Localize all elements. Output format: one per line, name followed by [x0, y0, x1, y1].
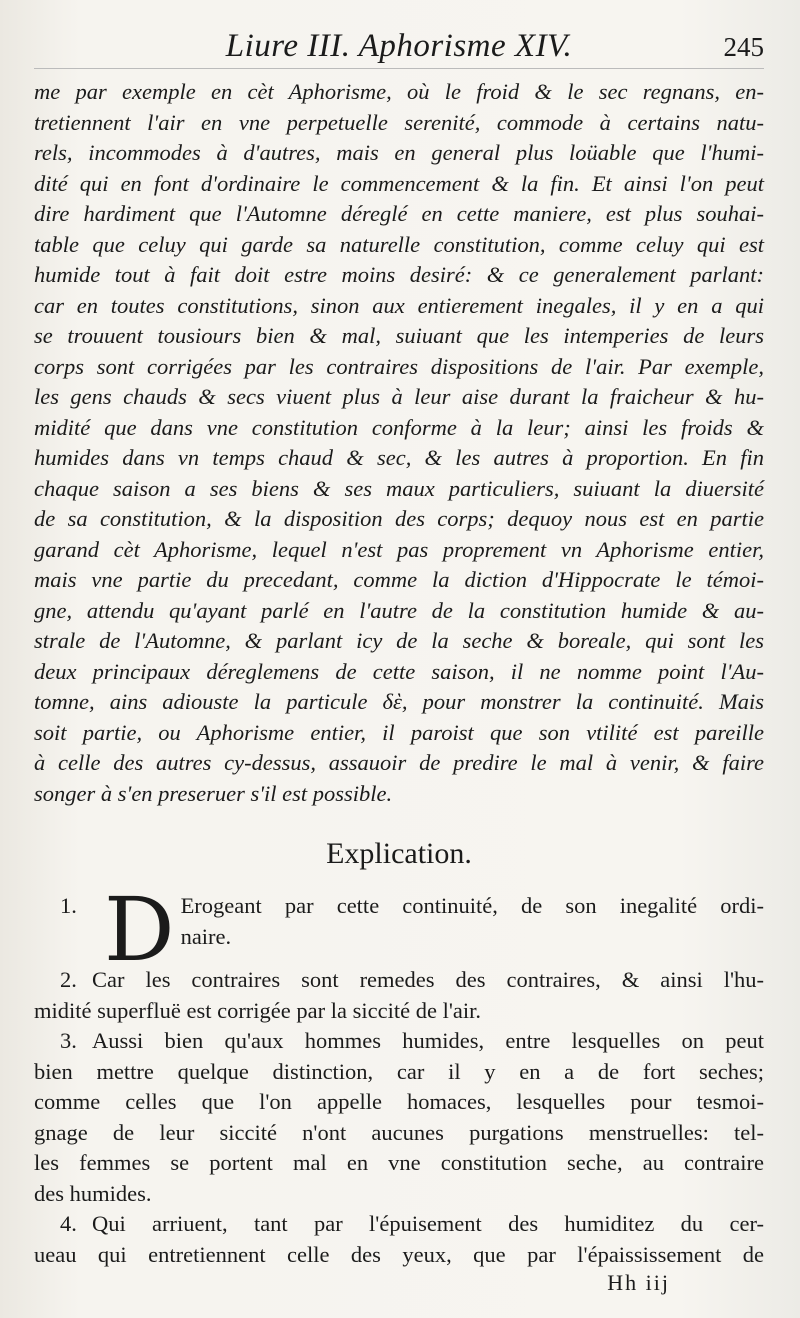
commentary-line: car en toutes constitutions, sinon aux entierement inegales, il y en a qui: [34, 292, 764, 318]
item-text: comme celles que l'on appelle homaces, lesquelles pour tesmoi-: [34, 1089, 764, 1114]
drop-cap: D: [104, 878, 175, 981]
item-line: [34, 1179, 764, 1210]
running-head: Liure III. Aphorisme XIV.: [225, 28, 573, 64]
commentary-line: garand cèt Aphorisme, lequel n'est pas proprement vn Aphorisme entier,: [34, 536, 764, 562]
commentary-line: me par exemple en cèt Aphorisme, où le froid & le sec regnans, en-: [34, 79, 764, 104]
item-line: [34, 1148, 764, 1179]
item-line: [34, 1209, 764, 1240]
commentary-line: se trouuent tousiours bien & mal, suiuant que les intemperies de leurs: [34, 323, 764, 348]
signature-mark: Hh iij: [607, 1270, 670, 1295]
explication-items: [34, 965, 764, 1270]
item-text: gnage de leur siccité n'ont aucunes purgations menstruelles: tel-: [34, 1119, 764, 1145]
item-text: des humides.: [34, 1180, 152, 1206]
commentary-line: de sa constitution, & la disposition des corps; dequoy nous est en partie: [34, 506, 764, 531]
item-line: [34, 1087, 764, 1118]
item-line: [34, 1026, 764, 1057]
item-text: ueau qui entretiennent celle des yeux, que par l'épaississement de: [34, 1241, 764, 1267]
item-text: Aussi bien qu'aux hommes humides, entre lesquelles on peut: [92, 1028, 764, 1053]
commentary-line: deux principaux déreglemens de cette saison, il ne nomme point l'Au-: [34, 658, 764, 684]
item-text: les femmes se portent mal en vne constitution seche, au contraire: [34, 1150, 764, 1175]
commentary-line: gne, attendu qu'ayant parlé en l'autre de la constitution humide & au-: [34, 597, 764, 623]
commentary-text: [34, 77, 764, 809]
item-text: Car les contraires sont remedes des contraires, & ainsi l'hu-: [92, 967, 764, 992]
commentary-line: mais vne partie du precedant, comme la diction d'Hippocrate le témoi-: [34, 567, 764, 592]
item-number: 4.: [60, 1211, 77, 1236]
commentary-line: tomne, ains adiouste la particule δὲ, pour monstrer la continuité. Mais: [34, 689, 764, 714]
commentary-line: soit partie, ou Aphorisme entier, il paroist que son vtilité est pareille: [34, 719, 764, 745]
explication-item-4: [34, 1209, 764, 1270]
item-text: bien mettre quelque distinction, car il y en a de fort seches;: [34, 1058, 764, 1084]
commentary-line: chaque saison a ses biens & ses maux particuliers, suiuant la diuersité: [34, 475, 764, 501]
commentary-line: humides dans vn temps chaud & sec, & les autres à proportion. En fin: [34, 445, 764, 470]
commentary-line: tretiennent l'air en vne perpetuelle serenité, commode à certains natu-: [34, 109, 764, 135]
item-text: Qui arriuent, tant par l'épuisement des humiditez du cer-: [92, 1211, 764, 1236]
commentary-line: corps sont corrigées par les contraires dispositions de l'air. Par exemple,: [34, 353, 764, 379]
item-text: midité superfluë est corrigée par la siccité de l'air.: [34, 997, 481, 1023]
item-number: 1.: [60, 893, 77, 918]
item-line: [34, 996, 764, 1027]
commentary-line: midité que dans vne constitution conforme à la leur; ainsi les froids &: [34, 414, 764, 440]
commentary-line: humide tout à fait doit estre moins desiré: & ce generalement parlant:: [34, 262, 764, 287]
section-title: Explication.: [326, 837, 472, 870]
item-line: Erogeant par cette continuité, de son inegalité ordi-: [180, 893, 764, 918]
item-line: [34, 1057, 764, 1088]
item-line: naire.: [180, 923, 232, 949]
page-header: [34, 20, 764, 69]
commentary-line: table que celuy qui garde sa naturelle constitution, comme celuy qui est: [34, 231, 764, 257]
commentary-line: strale de l'Automne, & parlant icy de la seche & boreale, qui sont les: [34, 628, 764, 653]
commentary-line: à celle des autres cy-dessus, assauoir de predire le mal à venir, & faire: [34, 750, 764, 775]
explication-list: [34, 878, 764, 1270]
explication-item-3: [34, 1026, 764, 1209]
page-number: 245: [723, 32, 764, 62]
item-line: [34, 1240, 764, 1271]
commentary-line: dité qui en font d'ordinaire le commencement & la fin. Et ainsi l'on peut: [34, 170, 764, 196]
commentary-line: les gens chauds & secs viuent plus à leur aise durant la fraicheur & hu-: [34, 384, 764, 409]
item-number: 3.: [60, 1028, 77, 1053]
commentary-line: rels, incommodes à d'autres, mais en general plus loüable que l'humi-: [34, 140, 764, 165]
item-line: [34, 1118, 764, 1149]
commentary-line: dire hardiment que l'Automne déreglé en cette maniere, est plus souhai-: [34, 201, 764, 226]
item-number: 2.: [60, 967, 77, 992]
commentary-line: songer à s'en preseruer s'il est possible.: [34, 780, 393, 806]
